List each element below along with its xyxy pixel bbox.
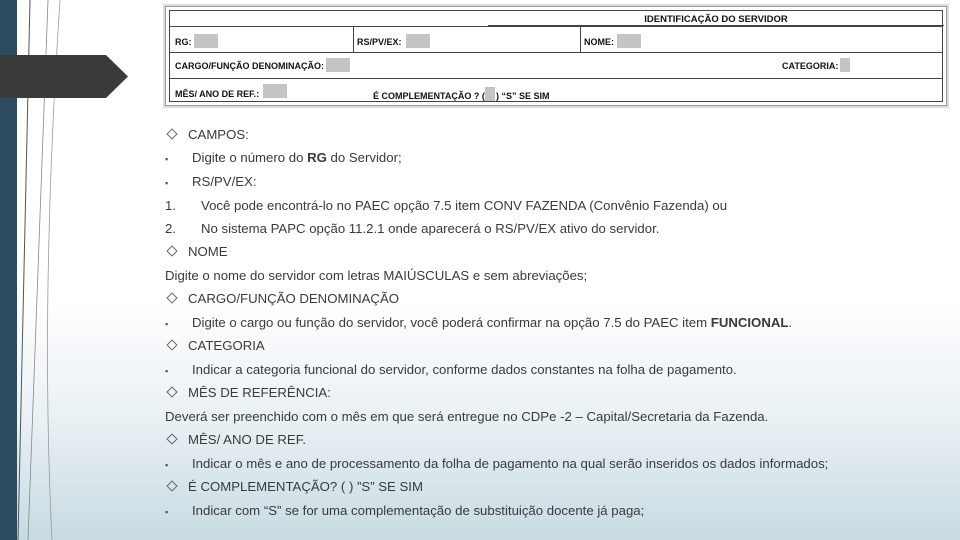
bullet-icon: ▪ <box>165 366 169 376</box>
form-title: IDENTIFICAÇÃO DO SERVIDOR <box>488 15 944 26</box>
list-item: CAMPOS: <box>165 126 249 144</box>
bullet-icon: ▪ <box>165 460 169 470</box>
cargo-label: CARGO/FUNÇÃO DENOMINAÇÃO: <box>175 61 324 71</box>
diamond-bullet-icon <box>166 339 177 350</box>
nome-label: NOME: <box>584 37 614 47</box>
diamond-bullet-icon <box>166 433 177 444</box>
redacted-field <box>263 84 287 98</box>
rspvex-label: RS/PV/EX: <box>357 37 402 47</box>
rg-label: RG: <box>175 37 192 47</box>
list-item: ▪ Digite o cargo ou função do servidor, você poderá confirmar na opção 7.5 do PAEC item FUNCIONAL. <box>165 314 792 332</box>
list-item: MÊS/ ANO DE REF. <box>165 431 306 449</box>
diamond-bullet-icon <box>166 245 177 256</box>
list-item: Digite o nome do servidor com letras MAIÚSCULAS e sem abreviações; <box>165 268 588 283</box>
diamond-bullet-icon <box>166 386 177 397</box>
bullet-icon: ▪ <box>165 319 169 329</box>
list-item: Deverá ser preenchido com o mês em que será entregue no CDPe -2 – Capital/Secretaria da Fazenda. <box>165 409 769 424</box>
identification-form-image <box>165 6 947 106</box>
list-item: ▪ Indicar o mês e ano de processamento da folha de pagamento na qual serão inseridos os dados informados; <box>165 455 828 473</box>
list-item: É COMPLEMENTAÇÃO? ( ) ”S” SE SIM <box>165 478 423 496</box>
list-item: 2. No sistema PAPC opção 11.2.1 onde aparecerá o RS/PV/EX ativo do servidor. <box>165 221 660 236</box>
categoria-label: CATEGORIA: <box>782 61 839 71</box>
list-item: MÊS DE REFERÊNCIA: <box>165 384 331 402</box>
arrow-shape <box>0 55 128 98</box>
redacted-field <box>840 58 850 72</box>
mes-ano-label: MÊS/ ANO DE REF.: <box>175 89 260 99</box>
list-item: ▪ Indicar com “S” se for uma complementação de substituição docente já paga; <box>165 502 644 520</box>
bullet-icon: ▪ <box>165 507 169 517</box>
list-item: ▪ RS/PV/EX: <box>165 173 257 191</box>
list-item: NOME <box>165 243 228 261</box>
list-item: CATEGORIA <box>165 337 265 355</box>
redacted-field <box>485 87 495 101</box>
list-item: CARGO/FUNÇÃO DENOMINAÇÃO <box>165 290 399 308</box>
diamond-bullet-icon <box>166 292 177 303</box>
bullet-icon: ▪ <box>165 178 169 188</box>
diamond-bullet-icon <box>166 128 177 139</box>
redacted-field <box>406 34 430 48</box>
diamond-bullet-icon <box>166 480 177 491</box>
redacted-field <box>194 34 218 48</box>
complementacao-tail: ) “S” SE SIM <box>496 91 550 101</box>
list-item: ▪ Digite o número do RG do Servidor; <box>165 149 402 167</box>
list-item: ▪ Indicar a categoria funcional do servidor, conforme dados constantes na folha de pagamento. <box>165 361 737 379</box>
complementacao-label: É COMPLEMENTAÇÃO ? ( <box>373 91 485 101</box>
bullet-icon: ▪ <box>165 154 169 164</box>
redacted-field <box>617 34 641 48</box>
redacted-field <box>326 58 350 72</box>
list-item: 1. Você pode encontrá-lo no PAEC opção 7.5 item CONV FAZENDA (Convênio Fazenda) ou <box>165 198 728 213</box>
